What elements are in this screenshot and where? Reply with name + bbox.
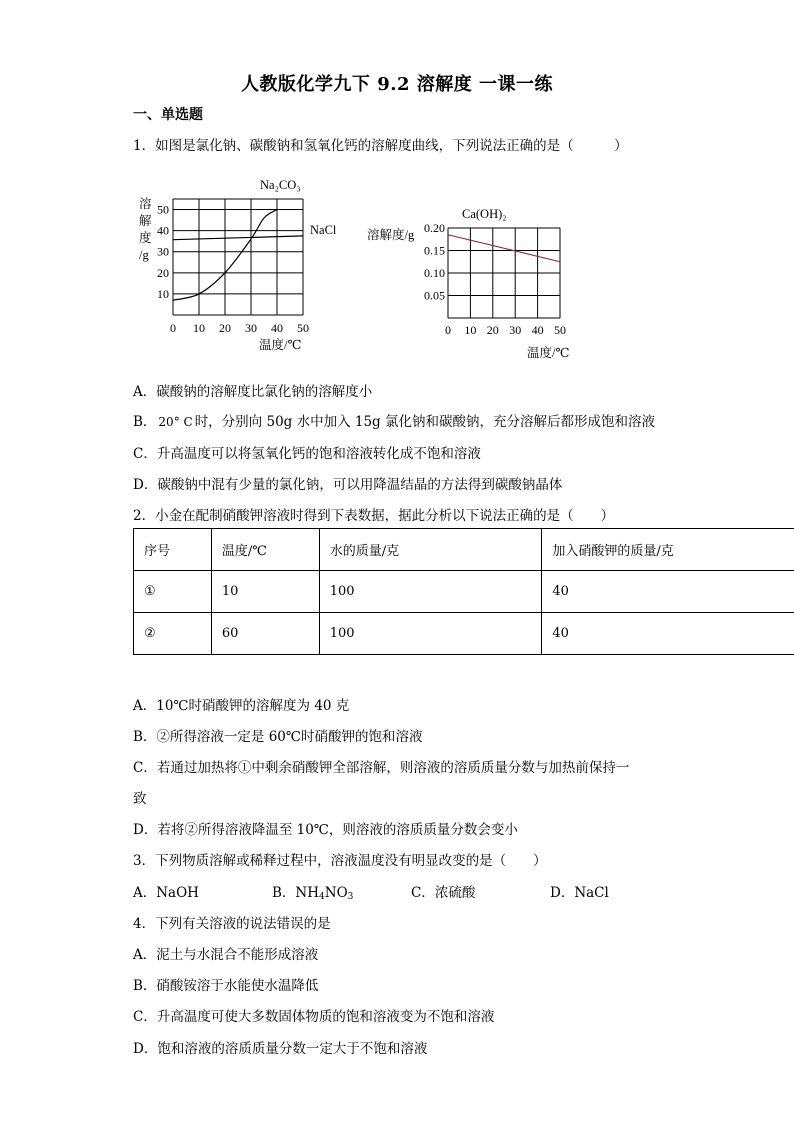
chart1-y-tick: 10	[157, 286, 169, 301]
q4-option-d: D．饱和溶液的溶质质量分数一定大于不饱和溶液	[133, 1041, 428, 1057]
chart1-x-tick: 0	[170, 321, 176, 335]
section-heading: 一、单选题	[133, 107, 203, 123]
q3-option-b-part: NO	[324, 885, 348, 901]
q1-option-d: D．碳酸钠中混有少量的氯化钠，可以用降温结晶的方法得到碳酸钠晶体	[133, 477, 563, 493]
chart2-y-tick: 0.10	[424, 266, 445, 280]
q3-option-b-sub: 3	[347, 892, 354, 902]
q4-option-a: A．泥土与水混合不能形成溶液	[133, 947, 319, 963]
table-cell: 100	[319, 571, 542, 613]
chart1-x-tick: 20	[219, 321, 231, 335]
chart1-x-tick: 50	[297, 321, 309, 335]
q2-option-c-line1: C．若通过加热将①中剩余硝酸钾全部溶解，则溶液的溶质质量分数与加热前保持一	[133, 760, 630, 776]
q3-option-b	[272, 881, 353, 902]
chart2-ylabel: 溶解度/g	[367, 228, 415, 242]
q3-option-d: D．NaCl	[550, 885, 609, 901]
table-row	[134, 613, 794, 655]
table-cell: 40	[542, 613, 794, 655]
q2-option-d: D．若将②所得溶液降温至 10℃，则溶液的溶质质量分数会变小	[133, 822, 518, 838]
chart2-y-tick: 0.15	[424, 243, 445, 258]
chart2-x-tick: 40	[531, 323, 544, 337]
table-cell: 100	[319, 613, 542, 655]
q4-option-b: B．硝酸铵溶于水能使水温降低	[133, 978, 319, 994]
q1-option-b-temp: 20° C	[158, 415, 193, 429]
chart1-ylabel-char: 解	[139, 214, 152, 228]
q1-option-b-prefix: B．	[133, 414, 157, 430]
chart1-y-tick: 30	[157, 244, 169, 259]
table-header-cell: 加入硝酸钾的质量/克	[542, 529, 794, 571]
table-header-row	[134, 529, 794, 571]
q3-option-c: C．浓硫酸	[411, 885, 476, 901]
q1-option-b-text: 时，分别向 50g 水中加入 15g 氯化钠和碳酸钠，充分溶解后都形成饱和溶液	[194, 414, 655, 430]
chart2-x-tick: 30	[509, 323, 522, 337]
q2-option-c-line2: 致	[133, 791, 147, 807]
q4-option-c: C．升高温度可使大多数固体物质的饱和溶液变为不饱和溶液	[133, 1009, 495, 1025]
q4-stem: 4．下列有关溶液的说法错误的是	[133, 916, 331, 932]
chart1-xlabel: 温度/℃	[259, 338, 302, 352]
q1-stem: 1．如图是氯化钠、碳酸钠和氢氧化钙的溶解度曲线，下列说法正确的是（ ）	[133, 138, 628, 154]
chart2-caoh2-line	[448, 235, 560, 262]
chart1-ylabel-char: 溶	[139, 197, 152, 211]
chart2-y-tick: 0.20	[424, 221, 445, 235]
chart2-x-tick: 10	[464, 323, 477, 337]
q1-option-c: C．升高温度可以将氢氧化钙的饱和溶液转化成不饱和溶液	[133, 446, 481, 462]
table-row	[134, 571, 794, 613]
table-header-cell: 序号	[134, 529, 212, 571]
table-cell: 10	[211, 571, 319, 613]
chart2-xlabel: 温度/℃	[527, 346, 570, 360]
q2-stem: 2．小金在配制硝酸钾溶液时得到下表数据，据此分析以下说法正确的是（ ）	[133, 508, 615, 524]
solubility-chart-nacl-na2co3	[130, 172, 350, 357]
chart1-y-tick: 20	[157, 265, 169, 280]
page-title: 人教版化学九下 9.2 溶解度 一课一练	[240, 74, 554, 95]
q2-option-b: B．②所得溶液一定是 60℃时硝酸钾的饱和溶液	[133, 729, 423, 745]
chart1-y-tick: 40	[157, 223, 169, 238]
table-header-cell: 水的质量/克	[319, 529, 542, 571]
q3-stem: 3．下列物质溶解或稀释过程中，溶液温度没有明显改变的是（ ）	[133, 853, 547, 869]
q3-option-b-sub: 4	[319, 892, 325, 902]
table-cell: ①	[134, 571, 212, 613]
table-header-cell: 温度/℃	[211, 529, 319, 571]
table-cell: ②	[134, 613, 212, 655]
chart1-y-tick: 50	[157, 202, 169, 217]
chart2-caoh2-legend: Ca(OH)₂	[462, 207, 507, 221]
chart1-nacl-legend: NaCl	[310, 223, 337, 237]
q1-option-a: A．碳酸钠的溶解度比氯化钠的溶解度小	[133, 384, 373, 400]
chart1-x-tick: 10	[193, 321, 205, 335]
chart1-na2co3-legend: Na₂CO₃	[260, 178, 301, 192]
chart2-x-tick: 0	[445, 323, 451, 337]
chart1-ylabel-char: /g	[139, 248, 149, 262]
chart1-x-tick: 30	[245, 321, 257, 335]
chart2-y-tick: 0.05	[424, 288, 445, 303]
q2-option-a: A．10℃时硝酸钾的溶解度为 40 克	[133, 698, 350, 714]
chart2-x-tick: 20	[486, 323, 499, 337]
chart2-x-tick: 50	[554, 323, 566, 337]
q1-option-b	[133, 410, 655, 430]
q3-option-b-part: B．NH	[272, 885, 320, 901]
solubility-chart-caoh2	[360, 200, 590, 365]
chart1-nacl-line	[173, 236, 303, 240]
q2-data-table	[133, 528, 794, 655]
chart1-x-tick: 40	[271, 321, 283, 335]
chart1-ylabel-char: 度	[139, 231, 152, 245]
q3-option-a: A．NaOH	[133, 885, 199, 901]
table-cell: 40	[542, 571, 794, 613]
table-cell: 60	[211, 613, 319, 655]
